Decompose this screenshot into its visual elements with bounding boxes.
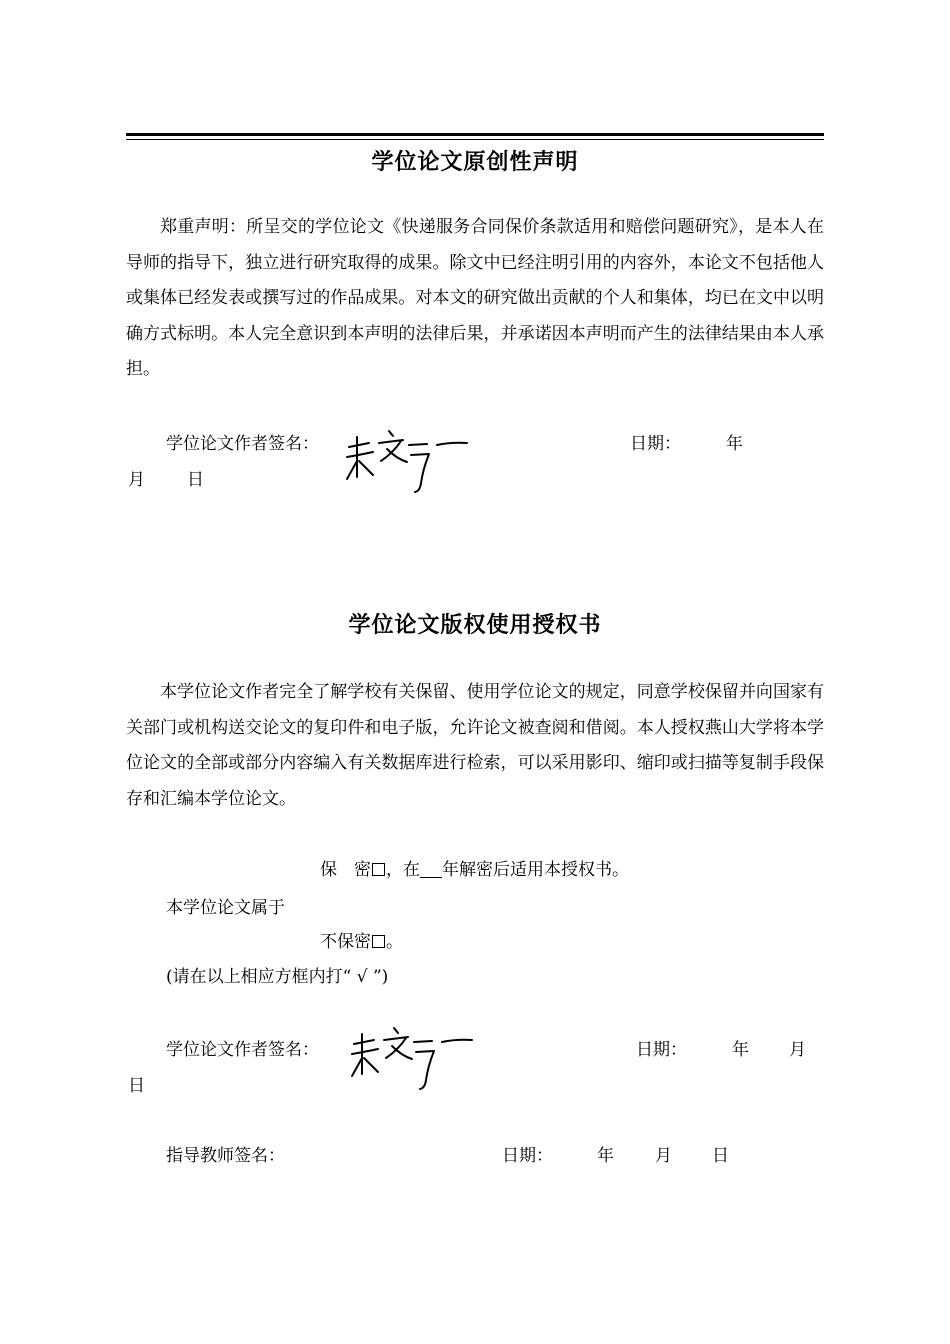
originality-body: 郑重声明：所呈交的学位论文《快递服务合同保价条款适用和赔偿问题研究》，是本人在导师的指导下，独立进行研究取得的成果。除文中已经注明引用的内容外，本论文不包括他人或集体已经发表或撰写过的作品成果。对本文的研究做出贡献的个人和集体，均已在文中以明确方式标明。本人完全意识到本声明的法律后果，并承诺因本声明而产生的法律结果由本人承担。 bbox=[126, 217, 824, 379]
secret-tail-text: 年解密后适用本授权书。 bbox=[442, 860, 629, 880]
top-rule-thick bbox=[126, 133, 824, 136]
top-rule-thin bbox=[126, 139, 824, 140]
authorization-title: 学位论文版权使用授权书 bbox=[348, 613, 602, 638]
supervisor-date-label: 日期： bbox=[502, 1146, 553, 1166]
secret-checkbox[interactable] bbox=[372, 863, 385, 876]
not-secret-period: 。 bbox=[386, 932, 403, 952]
secret-label: 保 密 bbox=[320, 860, 371, 880]
authorization-body: 本学位论文作者完全了解学校有关保留、使用学位论文的规定，同意学校保留并向国家有关部门或机构送交论文的复印件和电子版，允许论文被查阅和借阅。本人授权燕山大学将本学位论文的全部或部分内容编入有关数据库进行检索，可以采用影印、缩印或扫描等复制手段保存和汇编本学位论文。 bbox=[126, 682, 824, 809]
supervisor-year-label: 年 bbox=[597, 1146, 614, 1166]
belongs-label: 本学位论文属于 bbox=[166, 898, 285, 918]
originality-day-label: 日 bbox=[187, 470, 204, 490]
check-instruction: (请在以上相应方框内打“ √ ”) bbox=[166, 967, 389, 987]
authorization-day-label: 日 bbox=[128, 1076, 145, 1096]
author-signature-1 bbox=[345, 425, 470, 495]
supervisor-day-label: 日 bbox=[712, 1146, 729, 1166]
secret-mid-text: ，在 bbox=[386, 860, 420, 880]
supervisor-month-label: 月 bbox=[655, 1146, 672, 1166]
authorization-year-label: 年 bbox=[732, 1040, 749, 1060]
originality-title: 学位论文原创性声明 bbox=[371, 150, 579, 175]
authorization-author-sign-label: 学位论文作者签名： bbox=[166, 1040, 319, 1060]
originality-author-sign-label: 学位论文作者签名： bbox=[166, 434, 319, 454]
originality-month-label: 月 bbox=[128, 470, 145, 490]
authorization-month-label: 月 bbox=[789, 1040, 806, 1060]
not-secret-label: 不保密 bbox=[320, 932, 371, 952]
not-secret-checkbox[interactable] bbox=[372, 935, 385, 948]
originality-year-label: 年 bbox=[726, 434, 743, 454]
supervisor-sign-label: 指导教师签名： bbox=[166, 1146, 285, 1166]
secret-option-line bbox=[320, 859, 629, 881]
not-secret-option-line bbox=[320, 931, 403, 953]
author-signature-2 bbox=[350, 1022, 475, 1092]
years-blank bbox=[420, 862, 442, 878]
authorization-date-label: 日期： bbox=[636, 1040, 687, 1060]
originality-date-label: 日期： bbox=[630, 434, 681, 454]
